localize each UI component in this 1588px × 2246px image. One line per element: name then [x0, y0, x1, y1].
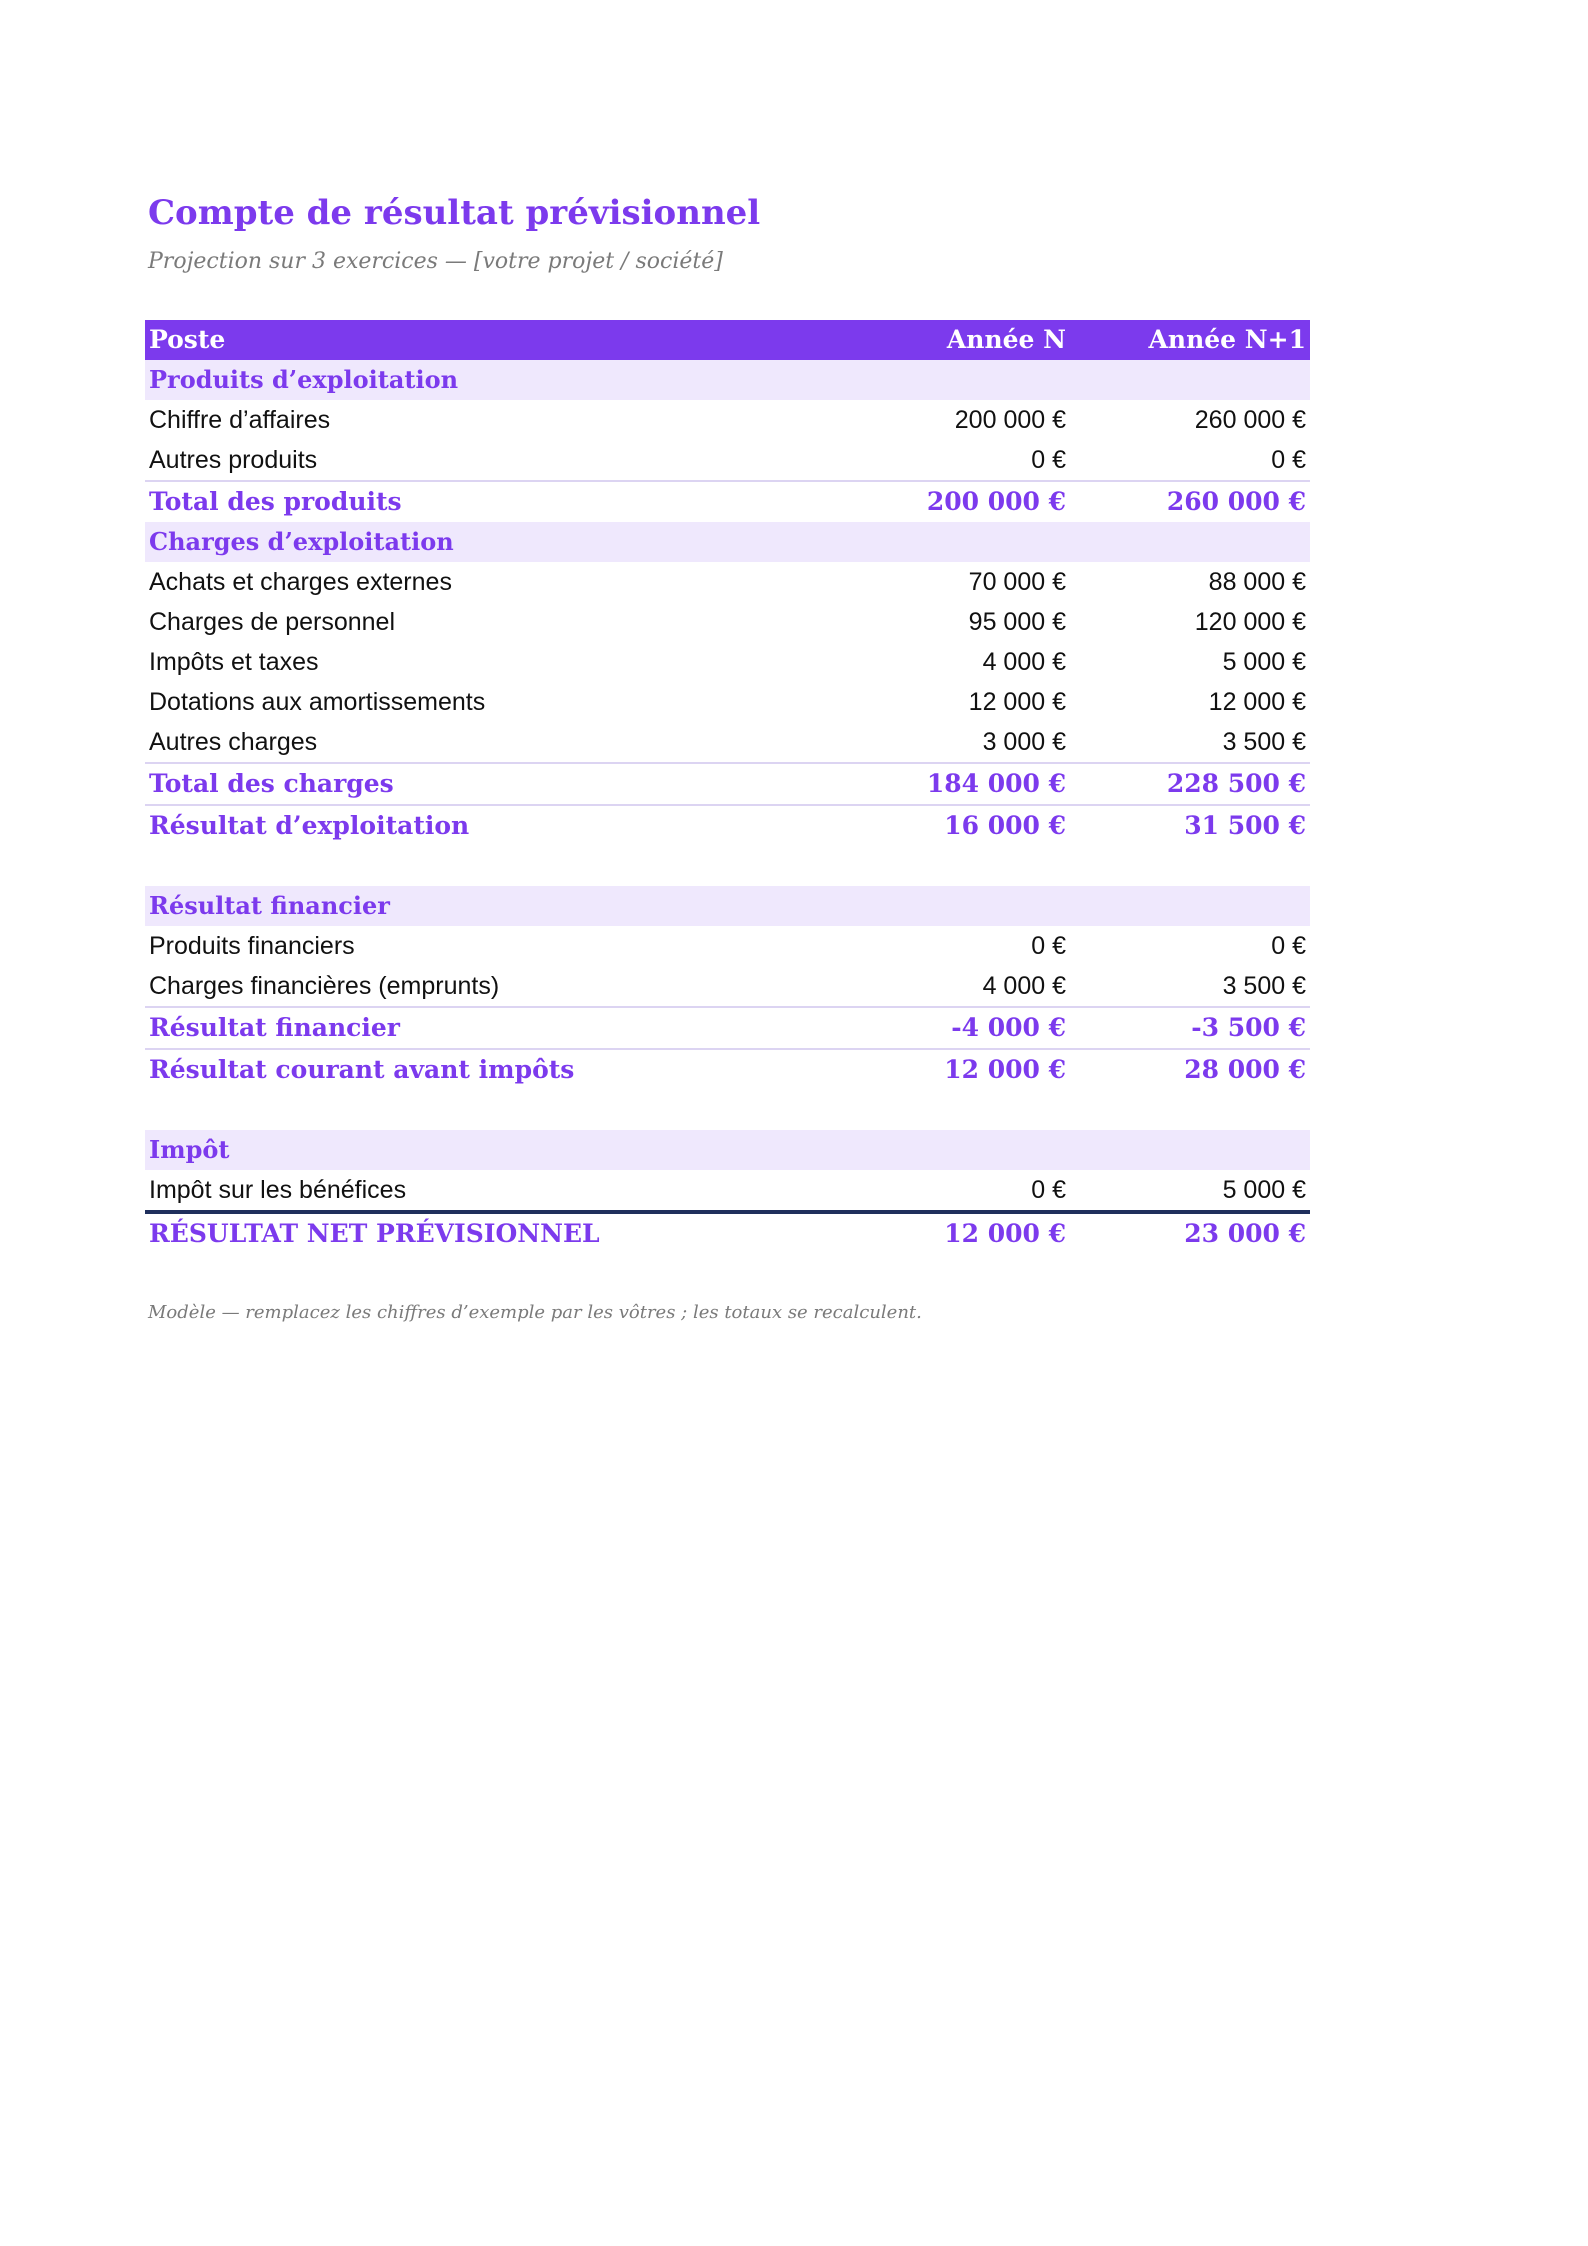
page-subtitle: Projection sur 3 exercices — [votre projet / société]: [148, 249, 723, 274]
row-value-n: 0 €: [1031, 1176, 1066, 1204]
total-value-n: 12 000 €: [944, 1055, 1066, 1084]
total-label: Résultat financier: [145, 1007, 915, 1049]
row-value-n1: 88 000 €: [1208, 568, 1306, 596]
table-row: [145, 722, 1310, 763]
section-produits: [145, 360, 1310, 400]
total-value-n: 200 000 €: [915, 481, 1070, 522]
row-value-n: 0 €: [1031, 932, 1066, 960]
row-value-n1: 0 €: [1271, 932, 1306, 960]
row-value-n1: 5 000 €: [1222, 1176, 1306, 1204]
section-label: Charges d’exploitation: [145, 522, 1310, 562]
section-label: Résultat financier: [145, 886, 1310, 926]
row-value-n: 4 000 €: [982, 648, 1066, 676]
row-label: Charges financières (emprunts): [149, 972, 500, 1000]
footnote: Modèle — remplacez les chiffres d’exemple par les vôtres ; les totaux se recalculent.: [148, 1302, 922, 1323]
table-row: [145, 682, 1310, 722]
total-label: Résultat d’exploitation: [149, 811, 470, 840]
page-title: Compte de résultat prévisionnel: [148, 193, 761, 233]
row-value-n: 3 000 €: [982, 728, 1066, 756]
table-row: [145, 602, 1310, 642]
resultat-exploitation-row: [145, 805, 1310, 846]
row-label: Autres produits: [149, 446, 318, 474]
table-row: [145, 926, 1310, 966]
section-charges: [145, 522, 1310, 562]
net-value-n1: 23 000 €: [1070, 1212, 1310, 1254]
table-row: [145, 1170, 1310, 1212]
row-value-n1: 3 500 €: [1222, 972, 1306, 1000]
spacer-row: [145, 846, 1310, 886]
row-value-n1: 3 500 €: [1222, 728, 1306, 756]
table-row: [145, 642, 1310, 682]
income-statement-table: [145, 320, 1310, 1254]
total-charges-row: [145, 763, 1310, 805]
row-label: Impôt sur les bénéfices: [149, 1176, 407, 1204]
row-value-n1: 120 000 €: [1194, 608, 1306, 636]
resultat-net-row: [145, 1212, 1310, 1254]
total-value-n1: 260 000 €: [1070, 481, 1310, 522]
row-label: Chiffre d’affaires: [149, 406, 331, 434]
row-value-n: 70 000 €: [968, 568, 1066, 596]
total-label: Résultat courant avant impôts: [149, 1055, 575, 1084]
resultat-courant-row: [145, 1049, 1310, 1090]
row-label: Achats et charges externes: [149, 568, 452, 596]
section-financier: [145, 886, 1310, 926]
table-row: [145, 966, 1310, 1007]
row-value-n1: 0 €: [1271, 446, 1306, 474]
row-value-n: 200 000 €: [954, 406, 1066, 434]
row-label: Charges de personnel: [149, 608, 395, 636]
row-value-n: 4 000 €: [982, 972, 1066, 1000]
net-label: RÉSULTAT NET PRÉVISIONNEL: [145, 1212, 915, 1254]
row-label: Autres charges: [149, 728, 318, 756]
header-poste: Poste: [145, 320, 915, 360]
row-value-n1: 260 000 €: [1194, 406, 1306, 434]
table-header-row: [145, 320, 1310, 360]
resultat-financier-row: [145, 1007, 1310, 1049]
header-annee-n: Année N: [915, 320, 1070, 360]
table-row: [145, 562, 1310, 602]
total-value-n1: 228 500 €: [1070, 763, 1310, 805]
total-label: Total des produits: [145, 481, 915, 522]
total-produits-row: [145, 481, 1310, 522]
section-label: Impôt: [145, 1130, 1310, 1170]
total-value-n1: -3 500 €: [1070, 1007, 1310, 1049]
net-value-n: 12 000 €: [915, 1212, 1070, 1254]
table-row: [145, 400, 1310, 440]
row-value-n: 12 000 €: [968, 688, 1066, 716]
table-row: [145, 440, 1310, 481]
row-value-n: 95 000 €: [968, 608, 1066, 636]
section-impot: [145, 1130, 1310, 1170]
header-annee-n1: Année N+1: [1070, 320, 1310, 360]
row-label: Impôts et taxes: [149, 648, 319, 676]
row-label: Produits financiers: [149, 932, 355, 960]
spacer-row: [145, 1090, 1310, 1130]
total-label: Total des charges: [145, 763, 915, 805]
total-value-n1: 28 000 €: [1184, 1055, 1306, 1084]
total-value-n: 184 000 €: [915, 763, 1070, 805]
row-value-n1: 12 000 €: [1208, 688, 1306, 716]
total-value-n1: 31 500 €: [1184, 811, 1306, 840]
total-value-n: -4 000 €: [915, 1007, 1070, 1049]
section-label: Produits d’exploitation: [145, 360, 1310, 400]
row-value-n: 0 €: [1031, 446, 1066, 474]
total-value-n: 16 000 €: [944, 811, 1066, 840]
row-value-n1: 5 000 €: [1222, 648, 1306, 676]
row-label: Dotations aux amortissements: [149, 688, 486, 716]
